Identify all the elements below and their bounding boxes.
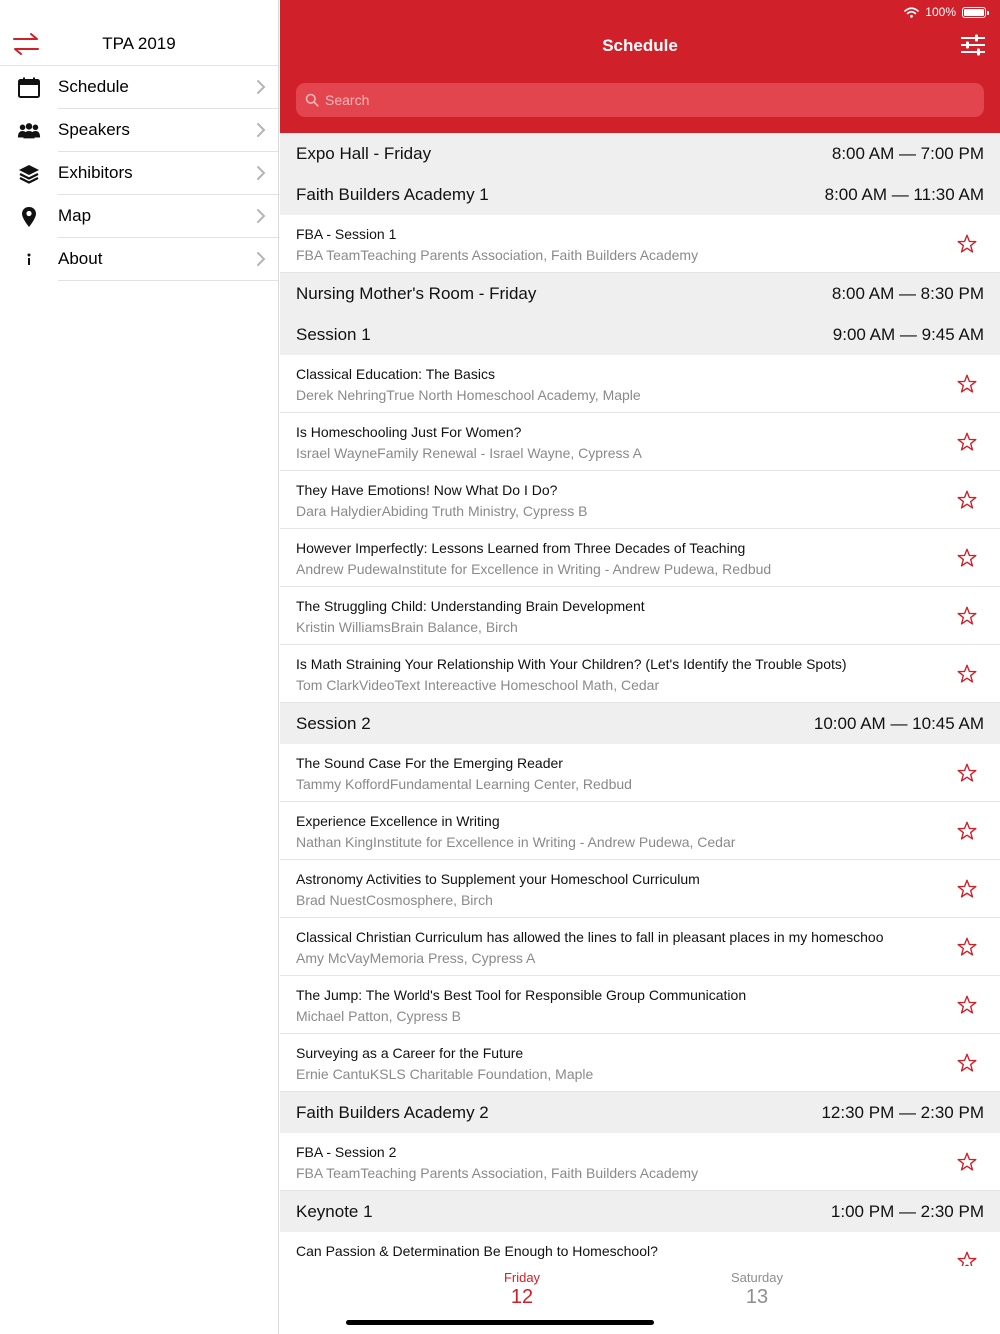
session-row[interactable] (280, 413, 1000, 471)
favorite-star-icon[interactable] (956, 1151, 978, 1173)
section-header (280, 174, 1000, 215)
session-speaker-location: Ernie CantuKSLS Charitable Foundation, Maple (296, 1066, 594, 1082)
session-title: Astronomy Activities to Supplement your Homeschool Curriculum (296, 871, 700, 887)
session-row[interactable] (280, 215, 1000, 273)
section-title: Session 2 (296, 714, 371, 733)
sidebar-item-label: About (58, 249, 103, 268)
filter-sliders-icon[interactable] (960, 33, 986, 57)
favorite-star-icon[interactable] (956, 431, 978, 453)
session-speaker-location: Amy McVayMemoria Press, Cypress A (296, 950, 536, 966)
tab-day-label: Saturday (730, 1270, 784, 1285)
session-speaker-location: Dara HalydierAbiding Truth Ministry, Cypress B (296, 503, 588, 519)
session-title: Can Passion & Determination Be Enough to Homeschool? (296, 1243, 658, 1259)
session-title: Classical Christian Curriculum has allowed the lines to fall in pleasant places in my homeschoo (296, 929, 884, 945)
section-header (280, 273, 1000, 314)
session-title: The Struggling Child: Understanding Brain Development (296, 598, 645, 614)
session-title: The Jump: The World's Best Tool for Responsible Group Communication (296, 987, 747, 1003)
session-title: FBA - Session 2 (296, 1144, 397, 1160)
favorite-star-icon[interactable] (956, 663, 978, 685)
tab-date-number: 13 (745, 1286, 769, 1308)
schedule-pane (280, 0, 1000, 1334)
section-header (280, 133, 1000, 174)
section-header (280, 703, 1000, 744)
sidebar-menu (0, 66, 278, 281)
chevron-right-icon (256, 251, 266, 267)
day-tabbar (280, 1266, 1000, 1334)
page-title: Schedule (602, 36, 678, 55)
session-speaker-location: Tammy KoffordFundamental Learning Center, Redbud (296, 776, 632, 792)
tab-saturday[interactable] (657, 1270, 857, 1309)
section-header (280, 314, 1000, 355)
session-speaker-location: Israel WayneFamily Renewal - Israel Wayne, Cypress A (296, 445, 642, 461)
session-row[interactable] (280, 1034, 1000, 1092)
session-row[interactable] (280, 860, 1000, 918)
section-title: Keynote 1 (296, 1202, 373, 1221)
section-title: Nursing Mother's Room - Friday (296, 284, 537, 303)
status-bar (904, 5, 986, 19)
sidebar-item-schedule[interactable] (0, 66, 278, 109)
session-speaker-location: Nathan KingInstitute for Excellence in Writing - Andrew Pudewa, Cedar (296, 834, 736, 850)
chevron-right-icon (256, 122, 266, 138)
tab-date-number: 12 (510, 1286, 534, 1308)
session-row[interactable] (280, 645, 1000, 703)
search-input[interactable] (325, 83, 965, 117)
favorite-star-icon[interactable] (956, 820, 978, 842)
session-speaker-location: Brad NuestCosmosphere, Birch (296, 892, 493, 908)
session-title: FBA - Session 1 (296, 226, 397, 242)
section-time: 12:30 PM — 2:30 PM (821, 1103, 984, 1122)
session-title: Classical Education: The Basics (296, 366, 495, 382)
sidebar-item-label: Map (58, 206, 92, 225)
session-title: Surveying as a Career for the Future (296, 1045, 524, 1061)
sidebar-item-exhibitors[interactable] (0, 152, 278, 195)
favorite-star-icon[interactable] (956, 547, 978, 569)
favorite-star-icon[interactable] (956, 373, 978, 395)
session-title: However Imperfectly: Lessons Learned from Three Decades of Teaching (296, 540, 746, 556)
session-row[interactable] (280, 802, 1000, 860)
session-row[interactable] (280, 471, 1000, 529)
info-icon (17, 248, 41, 272)
session-row[interactable] (280, 918, 1000, 976)
favorite-star-icon[interactable] (956, 878, 978, 900)
people-icon (17, 119, 41, 143)
wifi-icon (904, 7, 919, 18)
session-row[interactable] (280, 587, 1000, 645)
sidebar-item-label: Schedule (58, 77, 129, 96)
favorite-star-icon[interactable] (956, 936, 978, 958)
session-title: The Sound Case For the Emerging Reader (296, 755, 563, 771)
session-speaker-location: Andrew PudewaInstitute for Excellence in Writing - Andrew Pudewa, Redbud (296, 561, 772, 577)
search-icon (305, 93, 319, 107)
battery-percentage: 100% (925, 5, 956, 19)
section-title: Expo Hall - Friday (296, 144, 432, 163)
favorite-star-icon[interactable] (956, 1052, 978, 1074)
favorite-star-icon[interactable] (956, 762, 978, 784)
sidebar (0, 0, 279, 1334)
sidebar-item-map[interactable] (0, 195, 278, 238)
sidebar-item-about[interactable] (0, 238, 278, 281)
chevron-right-icon (256, 165, 266, 181)
section-time: 8:00 AM — 7:00 PM (831, 144, 984, 163)
session-title: Is Homeschooling Just For Women? (296, 424, 522, 440)
session-speaker-location: FBA TeamTeaching Parents Association, Faith Builders Academy (296, 247, 699, 263)
session-title: Is Math Straining Your Relationship With Your Children? (Let's Identify the Trouble Spots) (296, 656, 847, 672)
schedule-list (280, 133, 1000, 1290)
battery-icon (962, 7, 986, 18)
session-speaker-location: Kristin WilliamsBrain Balance, Birch (296, 619, 518, 635)
favorite-star-icon[interactable] (956, 233, 978, 255)
favorite-star-icon[interactable] (956, 994, 978, 1016)
search-bar (296, 83, 984, 117)
home-indicator[interactable] (346, 1320, 654, 1325)
section-time: 10:00 AM — 10:45 AM (813, 714, 984, 733)
tab-day-label: Friday (503, 1270, 541, 1285)
chevron-right-icon (256, 208, 266, 224)
session-title: They Have Emotions! Now What Do I Do? (296, 482, 558, 498)
section-title: Session 1 (296, 325, 371, 344)
layers-icon (17, 162, 41, 186)
section-time: 8:00 AM — 11:30 AM (824, 185, 984, 204)
section-title: Faith Builders Academy 1 (296, 185, 489, 204)
session-row[interactable] (280, 529, 1000, 587)
session-speaker-location: Tom ClarkVideoText Intereactive Homeschool Math, Cedar (296, 677, 660, 693)
sidebar-item-label: Exhibitors (58, 163, 133, 182)
sidebar-item-speakers[interactable] (0, 109, 278, 152)
section-time: 9:00 AM — 9:45 AM (832, 325, 984, 344)
calendar-icon (17, 76, 41, 100)
section-header (280, 1092, 1000, 1133)
session-row[interactable] (280, 355, 1000, 413)
session-title: Experience Excellence in Writing (296, 813, 500, 829)
navigation-bar (280, 0, 1000, 133)
favorite-star-icon[interactable] (956, 489, 978, 511)
session-row[interactable] (280, 744, 1000, 802)
section-title: Faith Builders Academy 2 (296, 1103, 489, 1122)
sidebar-header (0, 0, 278, 66)
tab-friday[interactable] (422, 1270, 622, 1309)
section-header (280, 1191, 1000, 1232)
session-speaker-location: FBA TeamTeaching Parents Association, Faith Builders Academy (296, 1165, 699, 1181)
session-speaker-location: Derek NehringTrue North Homeschool Academy, Maple (296, 387, 641, 403)
session-row[interactable] (280, 976, 1000, 1034)
section-time: 1:00 PM — 2:30 PM (830, 1202, 984, 1221)
event-title: TPA 2019 (102, 34, 176, 53)
favorite-star-icon[interactable] (956, 605, 978, 627)
session-speaker-location: Michael Patton, Cypress B (296, 1008, 461, 1024)
map-pin-icon (17, 205, 41, 229)
session-row[interactable] (280, 1133, 1000, 1191)
chevron-right-icon (256, 79, 266, 95)
section-time: 8:00 AM — 8:30 PM (831, 284, 984, 303)
sidebar-item-label: Speakers (58, 120, 130, 139)
